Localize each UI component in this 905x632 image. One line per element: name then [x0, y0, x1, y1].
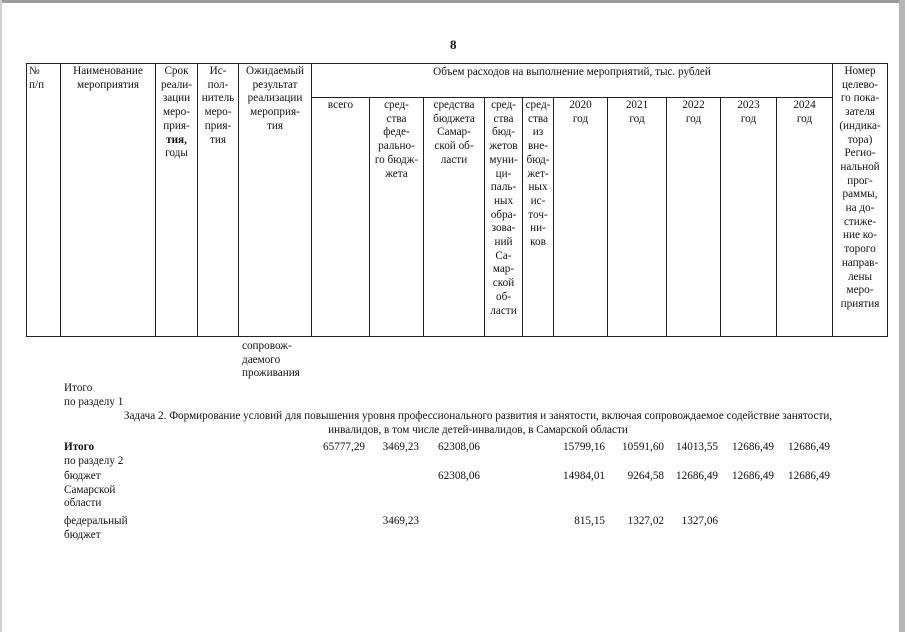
header-term-years: годы: [165, 147, 188, 160]
header-term-text: Срок реали- зации меро- прия-: [160, 65, 193, 132]
section2-total-bold: Итого: [64, 441, 95, 453]
federal-budget-federal: 3469,23: [382, 515, 419, 527]
regional-budget-2024: 12686,49: [788, 470, 830, 482]
header-municipal-cell: сред- ства бюд- жетов муни- ци- паль- ных обра- зова- ний Са- мар- ской об- ласти: [484, 97, 523, 337]
header-term-cell: [155, 63, 198, 337]
regional-budget-2022: 12686,49: [676, 470, 718, 482]
section1-total-label: Итого по разделу 1: [64, 382, 124, 408]
header-2021-cell: 2021 год: [607, 97, 667, 337]
header-volume-cell: Объем расходов на выполнение мероприятий, тыс. рублей: [311, 63, 833, 98]
header-number-cell: № п/п: [26, 63, 61, 337]
federal-budget-2020: 815,15: [574, 515, 605, 527]
header-executor-cell: Ис- пол- нитель меро- прия- тия: [197, 63, 239, 337]
continued-result-text: сопровож- даемого проживания: [242, 340, 300, 379]
scan-right-edge: [899, 0, 905, 632]
value-2024: 12686,49: [788, 441, 830, 453]
regional-value: 62308,06: [438, 441, 480, 453]
header-2020-cell: 2020 год: [553, 97, 608, 337]
regional-budget-regional: 62308,06: [438, 470, 480, 482]
page-number: 8: [450, 37, 457, 52]
section2-total-label: [64, 441, 123, 468]
header-term-bold: тия,: [166, 133, 187, 146]
header-indicator-cell: Номер целево- го пока- зателя (индика- тора) Регио- нальной прог- раммы, на до- стиже- ние ко- торого направ- лены меро- приятия: [832, 63, 888, 337]
value-2022: 14013,55: [676, 441, 718, 453]
header-result-cell: Ожидаемый результат реализации мероприя- тия: [238, 63, 312, 337]
section2-total-sub: по разделу 2: [64, 454, 124, 467]
header-regional-cell: средства бюджета Самар- ской об- ласти: [423, 97, 485, 337]
federal-value: 3469,23: [382, 441, 419, 453]
header-extra-cell: сред- ства из вне- бюд- жет- ных ис- точ- ни- ков: [522, 97, 554, 337]
regional-budget-2021: 9264,58: [627, 470, 664, 482]
header-name-cell: Наименование мероприятия: [60, 63, 156, 337]
header-federal-cell: сред- ства феде- рально- го бюдж- жета: [369, 97, 424, 337]
header-total-cell: всего: [311, 97, 370, 337]
header-2024-cell: 2024 год: [776, 97, 833, 337]
regional-budget-2023: 12686,49: [732, 470, 774, 482]
scan-left-edge: [0, 0, 2, 632]
header-2022-cell: 2022 год: [666, 97, 721, 337]
header-2023-cell: 2023 год: [720, 97, 777, 337]
value-2023: 12686,49: [732, 441, 774, 453]
value-2020: 15799,16: [563, 441, 605, 453]
regional-budget-label: бюджет Самарской области: [64, 470, 116, 509]
federal-budget-2022: 1327,06: [681, 515, 718, 527]
federal-budget-label: федеральный бюджет: [64, 515, 128, 541]
regional-budget-2020: 14984,01: [563, 470, 605, 482]
total-value: 65777,29: [323, 441, 365, 453]
scan-top-edge: [0, 0, 905, 3]
value-2021: 10591,60: [622, 441, 664, 453]
federal-budget-2021: 1327,02: [627, 515, 664, 527]
task2-heading: Задача 2. Формирование условий для повышения уровня профессионального развития и занятости, включая сопровождаемое содействие занятости, инвалидов, в том числе детей-инвалидов, в Самарской области: [123, 410, 833, 436]
